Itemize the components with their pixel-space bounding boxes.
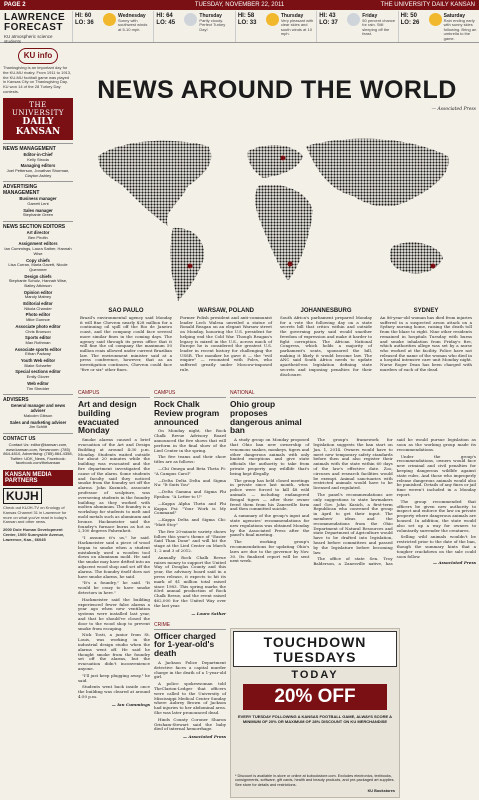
staff-names: Blake Schaefer — [24, 362, 52, 368]
page-number: PAGE 2 — [4, 2, 26, 8]
johannesburg-marker — [288, 262, 293, 267]
story-kicker: CAMPUS — [154, 390, 226, 398]
staff-entry — [3, 164, 73, 178]
story-headline: Officer charged for 1-year-old's death — [154, 630, 216, 659]
staff-names: Ben Pirofin — [28, 234, 48, 240]
staff-entry — [3, 259, 73, 273]
day-name: Thursday — [280, 13, 304, 19]
story-paragraph: A summary of the group's input and state agencies' recommendations for new regulations was obtained Monday by the Associated Press after the panel's final meeting. — [230, 513, 310, 538]
staff-names: Ethan Padway — [25, 351, 51, 357]
staff-role: General manager and news adviser — [10, 403, 66, 414]
staff-role: Sales and marketing adviser — [9, 419, 67, 425]
staff-role: Art director — [26, 230, 50, 236]
day-desc: Rain ending early with sunny skies following. Bring an umbrella to the game. — [443, 18, 477, 41]
staff-role: Business manager — [19, 196, 57, 202]
masthead-line1: THE UNIVERSITY — [11, 100, 65, 117]
staff-entry — [3, 382, 73, 391]
forecast-day — [398, 11, 479, 42]
story-paragraph: Students went back inside once the building was cleared at around 4:50 p.m. — [78, 684, 150, 699]
story-headline: Rock Chalk Review program announced — [154, 399, 220, 427]
forecast-day — [235, 11, 316, 42]
south-america-shape — [170, 228, 204, 301]
staff-entry — [3, 370, 73, 379]
story-paragraph: —Delta Gamma and Sigma Phi Epsilon: "A Letter to U" — [154, 489, 226, 499]
day-name: Friday — [362, 13, 378, 19]
staff-entry — [3, 404, 73, 418]
story-paragraph: A police spokeswoman told TheClarion-Ledger that officers were called to the University of Mississippi Medical Center Sunday where Aubrey Brown of Jackson had injuries to her abdominal area. She was later pronounced dead. — [154, 681, 226, 715]
ku-info-text: Thanksgiving is an important day for the KU-MU rivalry. From 1911 to 1913, the KU-MU football game was played in Kansas City on Thanksgiving Day. KU won 14 of the 28 Turkey Day contests. — [3, 65, 72, 94]
ad-line1: TOUCHDOWN — [263, 634, 367, 650]
staff-entry — [3, 336, 73, 345]
staff-role: Special sections editor — [15, 369, 61, 375]
city-body: An 86-year-old woman has died from injuries suffered in a suspected arson attack on a Sydney nursing home, raising the death toll from the blaze to eight. Nine other residents remained in hospitals Tuesday with burns and smoke inhalation from Friday's fire, which authorities allege was set by a nurse who worked at the facility. Police have not released the name of the woman who died in a hospital intensive care unit Monday night. Nurse Roger Dean has been charged with murders of each of the dead. — [380, 315, 472, 372]
story-paragraph: The group has held closed meetings in private since last month, when police were forced to kill 48 wild animals — including endangered Bengal tigers — after their owner freed them from his Zanesville farm and then committed suicide. — [230, 477, 310, 512]
forecast-title-block — [0, 11, 72, 42]
ad-fine-print: EVERY TUESDAY FOLLOWING A KANSAS FOOTBALL GAME, ALWAYS SCORE A MINIMUM OF 20% OR MAXIMUM OF 28% DISCOUNT ON KU MERCHANDISE — [237, 714, 393, 724]
high-temp: HI: 60 — [75, 13, 92, 19]
city-name: SYDNEY — [413, 308, 439, 314]
staff-entry — [3, 153, 73, 162]
story-body — [154, 661, 226, 732]
staff-entry — [3, 291, 73, 300]
high-temp: HI: 43 — [319, 13, 336, 19]
story-paragraph: "I'll just keep plugging away," he said. — [78, 672, 150, 683]
australia-shape — [390, 242, 443, 273]
city-brief-sydney — [380, 308, 472, 373]
high-temp: HI: 64 — [156, 13, 173, 19]
partly-cloudy-icon — [184, 13, 197, 26]
forecast-source: KU atmospheric science students — [4, 34, 53, 44]
staff-entry — [3, 197, 73, 206]
staff-role: Copy chiefs — [26, 257, 50, 263]
story-byline: — Associated Press — [433, 560, 476, 566]
story-paragraph: —Kappa Alpha Theta and Phi Kappa Psi: "Your Work is My Command" — [154, 500, 226, 516]
story-paragraph: Annually Rock Chalk Revue raises money to support the United Way of Douglas County and this year, the advisory board said in a press release, it expects to hit its mark of $1 million total raised since 1983. This spring marks the 63rd annual production of Rock Chalk Revue, and the event raised $62,000 for the United Way over the last year. — [154, 554, 226, 608]
ad-today: TODAY — [291, 669, 339, 681]
contact-info: Contact Us: editor@kansan.com, www.kansan.com, Newsroom: (785) 864-4810, Advertising: (785) 864-4358, Twitter: UDK_News, Facebook: facebook.com/thekansan — [3, 442, 73, 466]
story-paragraph: A study group on Monday proposed that Ohio ban new ownership of venomous snakes, monkeys, tigers and other dangerous animals with only limited exceptions and give state officials the authority to take from private property any wildlife that's being kept illegally. — [230, 437, 310, 476]
ku-bookstores-logo: KU Bookstores — [367, 789, 395, 794]
staff-names: Malcolm Gibson — [23, 412, 53, 418]
kujh-logo: KUJH — [3, 488, 42, 504]
story-paragraph: On Monday night, the Rock Chalk Revue Advisory Board announced the five shows that will perform in the final show of the Lied Center in the spring. — [154, 428, 226, 453]
low-temp: LO: 45 — [156, 19, 176, 26]
staff-role: Design chiefs — [24, 273, 52, 279]
story-paragraph: —Chi Omega and Beta Theta Pi: "A Campus Carol" — [154, 466, 226, 476]
staff-names: Kelly Stroda — [27, 156, 49, 162]
top-bar — [0, 0, 479, 10]
staff-role: Assignment editors — [18, 241, 58, 247]
staff-names: Garrett Lent — [27, 201, 49, 207]
address: 2000 Dole Human Development Center, 1000 Sunnyside Avenue, Lawrence, Kan., 66045 — [3, 527, 65, 542]
warsaw-marker — [281, 156, 286, 161]
day-desc: 50 percent chance for rain. Still sleeping off the feast. — [362, 18, 396, 37]
contact-heading: CONTACT US — [3, 433, 73, 442]
story-paragraph: —Kappa Delta and Sigma Chi: "Matt Stoy" — [154, 517, 226, 527]
city-name: JOHANNESBURG — [300, 308, 352, 314]
staff-entry — [3, 242, 73, 256]
story-kicker: CRIME — [154, 622, 226, 630]
staff-entry — [3, 231, 73, 240]
high-temp: HI: 58 — [237, 13, 255, 19]
ku-info-logo: KU info — [18, 48, 58, 64]
staff-list — [3, 143, 73, 430]
forecast-title: LAWRENCE FORECAST — [4, 12, 66, 33]
story-art-design — [78, 390, 150, 707]
story-paragraph: The five 20-minute variety shows follow this year's theme of "Easier Said Than Done" and will hit the stage at the Lied Center on March 1, 2 and 3 of 2012. — [154, 528, 226, 553]
story-paragraph: The working group's recommendations for updating Ohio's laws are due to the governor by Nov. 30. Its finalized report will be sent next week. — [230, 539, 310, 564]
staff-names: Emily Glover — [26, 374, 50, 380]
staff-names: Ian Cummings, Laura Sather, Hannah Wise — [4, 246, 72, 256]
low-temp: LO: 36 — [75, 19, 94, 26]
staff-role: Photo editor — [25, 312, 51, 318]
high-temp: HI: 50 — [400, 13, 417, 19]
sun-icon — [266, 13, 279, 26]
city-body: South Africa's parliament prepared Monday for a vote the following day on a state secrets bill that critics within and outside the governing party said would smother freedom of expression and make it harder to fight corruption. The African National Congress, which holds a majority of parliament's seats, sponsored the bill, making it likely it would become law. The ANC said South Africa needs to update apartheid-era legislation defining state secrets and imposing penalties for their disclosure. — [280, 315, 372, 377]
city-body: Brazil's environmental agency said Monday it will fine Chevron nearly $28 million for a continuing oil spill off the Rio de Janeiro coast, and the company could face several more similar fines in the coming days. The agency said through its press office that it will fine the oil company the maximum 50 million reais allowed under current Brazilian law. The environment minister said at a press conference, however, that as an investigation continues, Chevron could face "five or six" other fines. — [80, 315, 172, 372]
staff-entry — [3, 302, 73, 311]
city-brief-warsaw — [180, 308, 272, 373]
story-paragraph: The panel's recommendations are only suggestions to state lawmakers and Gov. John Kasich, a first-term Republican who convened the group in April to get their input. The members' ideas and the recommendations from the Ohio Department of Natural Resources and state Department of Agriculture would have to be drafted into legislation, heard before committees and passed by the legislature before becoming law. — [313, 492, 393, 555]
staff-role: Editorial editor — [23, 300, 53, 306]
staff-role: Opinion editor — [23, 289, 53, 295]
europe-shape — [248, 145, 303, 178]
staff-names: Lisa Curran, Marla Gavett, Nicole Quenneer — [8, 262, 68, 272]
staff-names: Joel Petterson, Jonathan Shorman, Clayton Ashley — [6, 168, 70, 178]
staff-names: Tim Shedder — [26, 385, 50, 391]
bookstore-ad — [230, 628, 400, 798]
world-map — [78, 116, 476, 306]
staff-role: Web editor — [27, 380, 49, 386]
staff-names: Mandy Matney — [24, 294, 52, 300]
paper-name: THE UNIVERSITY DAILY KANSAN — [380, 2, 475, 8]
africa-shape — [255, 185, 313, 281]
story-kicker: CAMPUS — [78, 390, 150, 398]
staff-names: Max Rothman — [25, 340, 51, 346]
staff-names: Jim Schlitt — [28, 424, 48, 430]
tv-note: Check out KUJH-TV on Knology of Kansas Channel 31 in Lawrence for more on what you've read in today's Kansan and other news. — [3, 504, 67, 525]
day-desc: Very pleasant with clear skies and south winds at 10 mph. — [280, 18, 314, 37]
staff-names: Stephanie Green — [22, 212, 54, 218]
day-name: Saturday — [443, 13, 466, 19]
city-name: SAO PAULO — [108, 308, 144, 314]
staff-role: Sports editor — [24, 335, 52, 341]
staff-role: Managing editors — [20, 163, 56, 169]
issue-date: TUESDAY, NOVEMBER 22, 2011 — [194, 2, 285, 8]
staff-section-heading: ADVERTISING MANAGEMENT — [3, 181, 73, 196]
weather-forecast — [0, 11, 479, 43]
story-kicker: NATIONAL — [230, 390, 476, 398]
staff-entry — [3, 325, 73, 334]
story-rock-chalk — [154, 390, 226, 739]
city-brief-sao-paulo — [80, 308, 172, 373]
story-paragraph: The group recommended that officers be given new authority to inspect and enforce the law on private property where dangerous animals are housed. In addition, the state would also set up a way for owners to voluntarily surrender the creatures. — [396, 498, 476, 533]
staff-names: Stephanie Schulz, Hannah Wise, Bailey Atkinson — [8, 278, 68, 288]
sao-paulo-marker — [188, 264, 193, 269]
day-desc: Sunny with southwest winds at 5-10 mph. — [118, 18, 148, 32]
ad-discount: 20% OFF — [243, 684, 387, 710]
kansan-media-partners: KANSAN MEDIA PARTNERS — [3, 470, 73, 486]
page-headline: NEWS AROUND THE WORLD — [97, 76, 457, 104]
story-byline: — Ian Cummings — [111, 701, 150, 707]
story-byline: — Laura Sather — [191, 610, 226, 616]
staff-section-heading: NEWS MANAGEMENT — [3, 143, 73, 152]
story-paragraph: A Jackson Police Department detective faces a capital murder charge in the death of a 1-year-old girl. — [154, 659, 226, 680]
story-body — [154, 429, 226, 608]
ad-disclaimer: * Discount is available in-store or online at kubookstore.com. Excludes electronics, textbooks, consignments, software, gift cards, health and beauty products, and pre-packaged art supplies. See store for details and restrictions. — [235, 773, 395, 787]
staff-entry — [3, 275, 73, 289]
sidebar — [0, 46, 76, 800]
north-america-shape — [98, 141, 211, 226]
forecast-day — [72, 11, 153, 42]
story-paragraph: Selling wild animals wouldn't be restricted prior to the date of the ban, though the summary hints that a tougher crackdown on the sale could soon follow. — [396, 534, 476, 559]
staff-names: Mike Gunnoe — [26, 317, 50, 323]
ad-line2: TUESDAYS — [273, 649, 357, 665]
staff-names: Chris Bronson — [25, 328, 51, 334]
city-briefs — [78, 308, 476, 386]
staff-names: Nikola Chander — [24, 305, 52, 311]
day-name: Thursday — [199, 13, 222, 19]
staff-entry — [3, 209, 73, 218]
staff-section-heading: ADVISERS — [3, 394, 73, 403]
story-paragraph: Hinds County Coroner Sharon Grisham-Stewart said the baby died of internal hemorrhage. — [154, 716, 226, 732]
main-content — [78, 46, 476, 794]
staff-role: Associate sports editor — [14, 346, 62, 352]
asia-shape — [306, 139, 449, 207]
story-paragraph: Smoke alarms caused a brief evacuation of the Art and Design Building at around 4:30 p.m. Monday. Students waited outside for about 20 minutes while the building was evacuated and the fire department investigated the cause of the alarm. Some students and faculty said they noticed smoke from the foundry set off the alarms. John Kuzmich, associate professor of sculpture, was overseeing students in the foundry building as they worked with molten aluminum. The foundry is a workshop for students to melt and mold metals such as aluminum and bronze. Hackmeister said the foundry's furnace burns as hot as 2,100 degrees Fahrenheit. — [78, 437, 150, 534]
story-body — [78, 438, 150, 699]
day-name: Wednesday — [118, 13, 146, 19]
story-paragraph: "It's a foundry," he said. "It would be crazy to have smoke detectors in here." — [78, 580, 150, 595]
sun-icon — [429, 13, 442, 26]
sun-icon — [103, 13, 116, 26]
sydney-marker — [431, 264, 436, 269]
story-paragraph: Under the group's recommendations, owners would face new criminal and civil penalties for keeping dangerous wildlife against state rules. And those who improperly release dangerous animals would also be punished. Details of any fines or jail time weren't included in a Monday report. — [396, 453, 476, 498]
story-headline: Art and design building evacuated Monday — [78, 399, 137, 436]
story-paragraph: "I assume it's us," he said. Hackmeister said a piece of wood began to smoke when a student mistakenly used a wooden tool down on aluminum mold. He said the smoke may have drifted into an adjacent wood shop and set off the alarms. The foundry itself does not have smoke alarms, he said. — [78, 535, 150, 579]
staff-entry — [3, 313, 73, 322]
day-desc: Partly cloudy. Perfect Turkey Day! — [199, 18, 226, 32]
staff-role: Sales manager — [23, 207, 53, 213]
city-brief-johannesburg — [280, 308, 372, 377]
story-paragraph: —Delta Delta Delta and Sigma Nu: "It Suits You" — [154, 477, 226, 488]
staff-role: Associate photo editor — [15, 323, 61, 329]
low-temp: LO: 26 — [400, 19, 420, 26]
staff-entry — [3, 359, 73, 368]
story-byline: — Associated Press — [183, 734, 226, 740]
story-paragraph: The five teams and their show titles are as follows: — [154, 454, 226, 465]
story-paragraph: The group's framework for legislation suggests the ban start on Jan. 1, 2014. Owners would have to meet new temporary safety standards before then and also register their animals with the state within 60 days of the law's effective date. Zoo, circuses and research facilities would be exempt. Animal sanctuaries with restricted animals would have to be licensed and regulated. — [313, 437, 393, 491]
story-paragraph: Nick Tosti, a junior from St. Louis, was working in the industrial design studio when the alarms went off. He said he thought smoke from the foundry set off the alarms, but the evacuation didn't inconvenience anyone. — [78, 632, 150, 671]
staff-section-heading: NEWS SECTION EDITORS — [3, 221, 73, 230]
forecast-day — [316, 11, 397, 42]
story-headline: Ohio group proposes dangerous animal ban — [230, 399, 302, 436]
staff-entry — [3, 421, 73, 430]
forecast-day — [153, 11, 234, 42]
story-paragraph: The office of state Sen. Troy Balderson, a Zanesville native, has said he would pursue legislation as soon as the working group made its recommendations. — [313, 437, 476, 567]
city-name: WARSAW, POLAND — [197, 308, 254, 314]
masthead — [3, 98, 73, 140]
headline-byline: — Associated Press — [431, 107, 476, 112]
masthead-line2: DAILY KANSAN — [15, 116, 61, 137]
city-body: Former Polish president and anti-communist leader Lech Walesa unveiled a statue of Ronald Reagan on an elegant Warsaw street on Monday, honoring the U.S. president for helping end the Cold War. Though Reagan's legacy is mixed in the U.S., across much of Europe he is considered the greatest U.S. leader in recent history for challenging the USSR. The moniker he gave it — the "evil empire" — resonated with Poles, who suffered greatly under Moscow-imposed rule. — [180, 315, 272, 372]
staff-role: Editor-in-Chief — [23, 151, 53, 157]
low-temp: LO: 33 — [237, 19, 257, 26]
story-paragraph: Hackmeister said the building experienced fewer false alarms a year ago when new ventilation systems were installed last year, and that he should've closed the door to the wood shop to prevent smoke from escaping. — [78, 596, 150, 631]
cloud-icon — [347, 13, 360, 26]
staff-entry — [3, 348, 73, 357]
staff-role: Youth Web editor — [20, 358, 56, 364]
low-temp: LO: 37 — [319, 19, 338, 26]
